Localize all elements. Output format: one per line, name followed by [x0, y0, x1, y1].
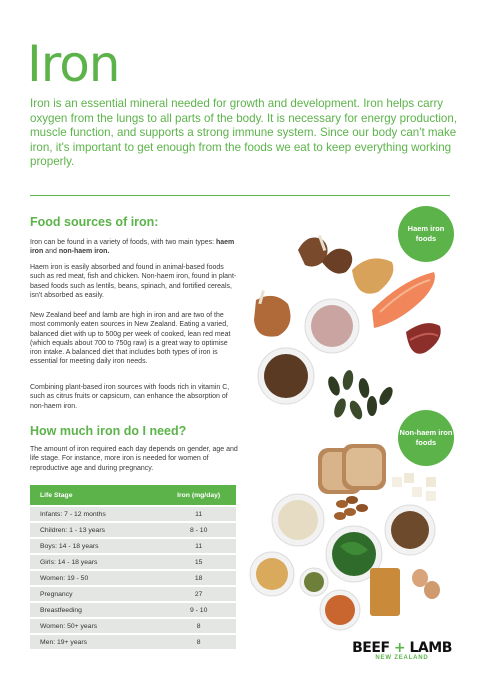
- logo-country: NEW ZEALAND: [375, 655, 429, 661]
- mince-bowl-image: [305, 299, 359, 353]
- iron-value-cell: 9 - 10: [161, 603, 236, 617]
- haem-iron-term: haem iron: [30, 239, 235, 256]
- liver-bowl-image: [258, 348, 314, 404]
- life-stage-cell: Boys: 14 - 18 years: [30, 539, 161, 553]
- beef-slices-image: [406, 323, 441, 354]
- quinoa-bowl-image: [272, 494, 324, 546]
- how-much-heading: How much iron do I need?: [30, 424, 187, 438]
- nonhaem-iron-badge: Non-haem iron foods: [398, 410, 454, 466]
- logo-wordmark: BEEF + LAMB: [352, 640, 452, 656]
- page-title: Iron: [27, 35, 120, 93]
- iron-value-cell: 18: [161, 571, 236, 585]
- nz-meat-paragraph: New Zealand beef and lamb are high in iron and are two of the most commonly eaten sources in New Zealand. Eating a varied, balanced diet with up to 500g per week of cooked, lean red meat (which equals about 700 to 750g raw) is a great way to optimise iron intake. A balanced diet that includes both types of iron is essential for meeting daily iron needs.: [30, 312, 231, 366]
- tofu-image: [392, 473, 436, 501]
- lamb-cutlet-image: [254, 290, 290, 337]
- haem-iron-badge: Haem iron foods: [398, 206, 454, 262]
- chickpeas-bowl-image: [250, 552, 294, 596]
- column-header-life-stage: Life Stage: [30, 485, 161, 505]
- iron-value-cell: 8 - 10: [161, 523, 236, 537]
- intro-paragraph: Iron is an essential mineral needed for growth and development. Iron helps carry oxygen from the lungs to all parts of the body. It is necessary for energy production, muscle function, and supports a strong immune system. Since our body can't make iron, it's important to get enough from the foods we eat to keep everything working properly.: [30, 97, 458, 169]
- life-stage-cell: Women: 19 - 50: [30, 571, 161, 585]
- how-much-paragraph: The amount of iron required each day depends on gender, age and life stage. For instance, more iron is needed for women of reproductive age and during pregnancy.: [30, 446, 238, 472]
- cereal-bar-image: [370, 568, 400, 616]
- beef-lamb-logo: [352, 640, 452, 661]
- life-stage-cell: Breastfeeding: [30, 603, 161, 617]
- vitamin-c-paragraph: Combining plant-based iron sources with foods rich in vitamin C, such as citrus fruits or capsicum, can enhance the absorption of non-haem iron.: [30, 384, 230, 410]
- iron-value-cell: 8: [161, 619, 236, 633]
- haem-paragraph: Haem iron is easily absorbed and found in animal-based foods such as red meat, fish and chicken. Non-haem iron, found in plant-based foods such as lentils, beans, spinach, and fortified cereals, isn't absorbed as easily.: [30, 264, 237, 299]
- nonhaem-iron-term: non-haem iron.: [58, 248, 110, 256]
- iron-value-cell: 11: [161, 507, 236, 521]
- iron-value-cell: 11: [161, 539, 236, 553]
- life-stage-cell: Pregnancy: [30, 587, 161, 601]
- chicken-image: [352, 258, 393, 293]
- baked-beans-bowl-image: [320, 590, 360, 630]
- lentils-bowl-image: [385, 505, 435, 555]
- iron-value-cell: 27: [161, 587, 236, 601]
- column-header-iron: Iron (mg/day): [161, 485, 236, 505]
- bread-image: [318, 444, 386, 494]
- nuts-image: [334, 496, 368, 520]
- life-stage-cell: Infants: 7 - 12 months: [30, 507, 161, 521]
- life-stage-cell: Girls: 14 - 18 years: [30, 555, 161, 569]
- iron-value-cell: 15: [161, 555, 236, 569]
- life-stage-cell: Children: 1 - 13 years: [30, 523, 161, 537]
- life-stage-cell: Women: 50+ years: [30, 619, 161, 633]
- food-sources-intro: Iron can be found in a variety of foods, with two main types: haem iron and non-haem iron.: [30, 239, 235, 256]
- mussels-image: [326, 369, 395, 421]
- eggs-image: [412, 569, 440, 599]
- life-stage-cell: Men: 19+ years: [30, 635, 161, 649]
- pepitas-bowl-image: [300, 568, 328, 596]
- iron-value-cell: 8: [161, 635, 236, 649]
- lamb-chops-image: [298, 235, 352, 274]
- food-sources-heading: Food sources of iron:: [30, 215, 159, 229]
